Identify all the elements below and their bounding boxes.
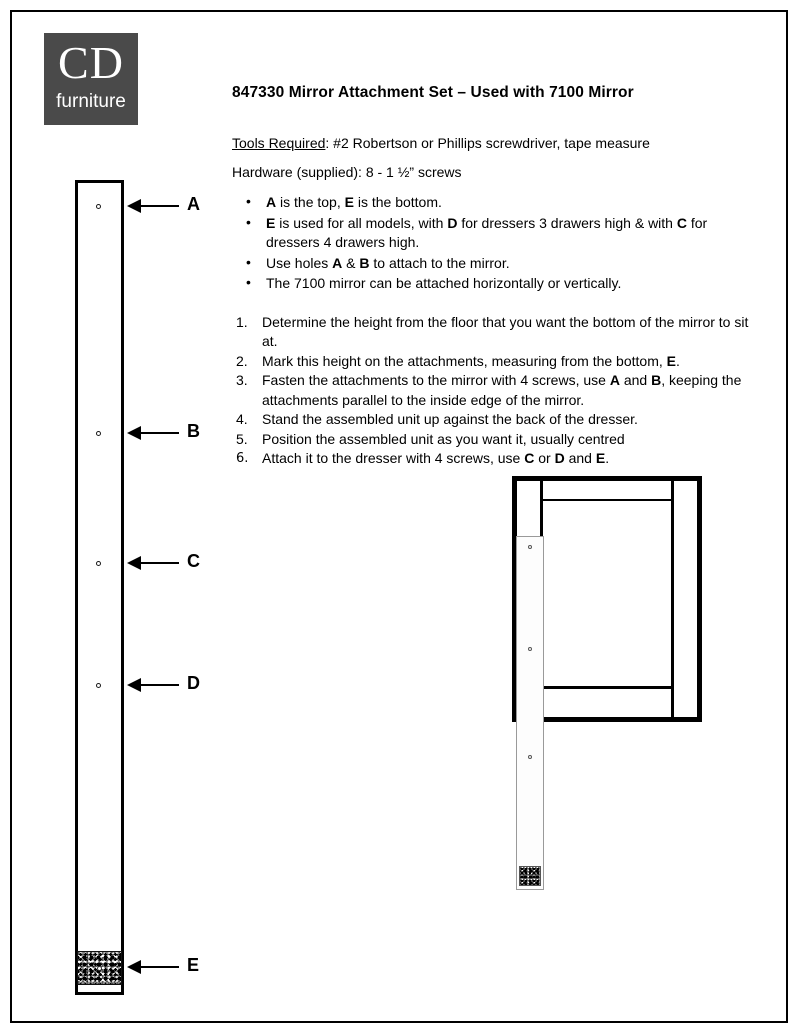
emphasised-text: D bbox=[447, 214, 458, 231]
body-text: The 7100 mirror can be attached horizontally or vertically. bbox=[266, 275, 622, 291]
attached-bracket-hole-2 bbox=[528, 647, 532, 651]
attached-bracket-base-plate bbox=[519, 866, 541, 886]
emphasised-text: D bbox=[554, 450, 565, 466]
logo-initials: CD bbox=[58, 37, 124, 88]
step-item bbox=[232, 449, 752, 469]
bracket-hole-b bbox=[96, 431, 101, 436]
emphasised-text: C bbox=[676, 214, 687, 231]
tools-required-value: #2 Robertson or Phillips screwdriver, tape measure bbox=[333, 135, 650, 151]
tools-separator: : bbox=[325, 135, 334, 151]
mirror-bottom-rail bbox=[540, 686, 674, 689]
step-item bbox=[232, 313, 752, 352]
arrow-line bbox=[139, 205, 179, 207]
bracket-hole-c bbox=[96, 561, 101, 566]
body-text: Attach it to the dresser with 4 screws, use bbox=[262, 450, 525, 466]
callout-label: D bbox=[187, 673, 200, 693]
body-text: Mark this height on the attachments, measuring from the bottom, bbox=[262, 352, 667, 369]
body-text: Stand the assembled unit up against the back of the dresser. bbox=[262, 411, 638, 427]
note-item bbox=[232, 254, 752, 274]
arrow-line bbox=[139, 562, 179, 564]
mirror-inner-panel bbox=[540, 481, 674, 717]
note-item bbox=[232, 274, 752, 294]
page-title: 847330 Mirror Attachment Set – Used with 7100 Mirror bbox=[232, 84, 634, 101]
emphasised-text: A bbox=[332, 254, 343, 271]
step-item bbox=[232, 371, 752, 410]
body-text: , keeping the attachments parallel to the inside edge of the mirror. bbox=[262, 372, 742, 408]
bracket-hole-d bbox=[96, 683, 101, 688]
emphasised-text: E bbox=[666, 352, 676, 369]
callout-label: A bbox=[187, 194, 200, 214]
body-text: to attach to the mirror. bbox=[369, 254, 510, 271]
arrow-line bbox=[139, 966, 179, 968]
attached-bracket-hole-1 bbox=[528, 545, 532, 549]
emphasised-text: B bbox=[359, 254, 370, 271]
emphasised-text: E bbox=[266, 214, 276, 231]
body-text: Fasten the attachments to the mirror with 4 screws, use bbox=[262, 372, 610, 388]
emphasised-text: B bbox=[651, 372, 662, 388]
bracket-hole-a bbox=[96, 204, 101, 209]
instructions-body bbox=[232, 134, 752, 469]
tools-required-label: Tools Required bbox=[232, 135, 326, 151]
notes-list bbox=[232, 193, 752, 294]
arrow-line bbox=[139, 432, 179, 434]
step-item bbox=[232, 352, 752, 372]
mirror-attachment-bracket-diagram bbox=[75, 180, 124, 995]
body-text: Determine the height from the floor that you want the bottom of the mirror to sit at. bbox=[262, 313, 749, 349]
body-text: for dressers 4 drawers high. bbox=[266, 214, 708, 250]
emphasised-text: A bbox=[266, 194, 277, 210]
cd-furniture-logo bbox=[44, 33, 138, 125]
body-text: . bbox=[675, 352, 680, 369]
body-text: Use holes bbox=[266, 254, 333, 271]
body-text: . bbox=[605, 450, 610, 466]
bracket-base-plate-e bbox=[77, 951, 122, 985]
body-text: or bbox=[534, 450, 555, 466]
step-item bbox=[232, 430, 752, 450]
attached-bracket-hole-3 bbox=[528, 755, 532, 759]
logo-wordmark: furniture bbox=[56, 91, 126, 112]
emphasised-text: E bbox=[595, 450, 606, 466]
note-item bbox=[232, 193, 752, 213]
steps-list bbox=[232, 313, 752, 469]
mirror-top-rail bbox=[540, 499, 674, 501]
arrow-line bbox=[139, 684, 179, 686]
step-item bbox=[232, 410, 752, 430]
body-text: for dressers 3 drawers high & with bbox=[457, 214, 677, 231]
attached-bracket-outline bbox=[516, 536, 544, 890]
tools-required-line bbox=[232, 134, 752, 154]
callout-label: B bbox=[187, 421, 200, 441]
callout-label: C bbox=[187, 551, 200, 571]
body-text: is the top, bbox=[276, 194, 345, 210]
body-text: Position the assembled unit as you want it, usually centred bbox=[262, 430, 625, 447]
base-plate-hole bbox=[97, 966, 102, 971]
note-item bbox=[232, 214, 752, 253]
body-text: and bbox=[564, 450, 596, 466]
body-text: is the bottom. bbox=[353, 194, 442, 210]
emphasised-text: E bbox=[344, 194, 354, 210]
body-text: is used for all models, with bbox=[275, 214, 448, 231]
hardware-line: Hardware (supplied): 8 - 1 ½” screws bbox=[232, 163, 462, 180]
emphasised-text: A bbox=[609, 372, 620, 388]
body-text: and bbox=[619, 372, 652, 388]
emphasised-text: C bbox=[524, 450, 535, 466]
body-text: & bbox=[342, 254, 360, 271]
callout-label: E bbox=[187, 955, 200, 975]
